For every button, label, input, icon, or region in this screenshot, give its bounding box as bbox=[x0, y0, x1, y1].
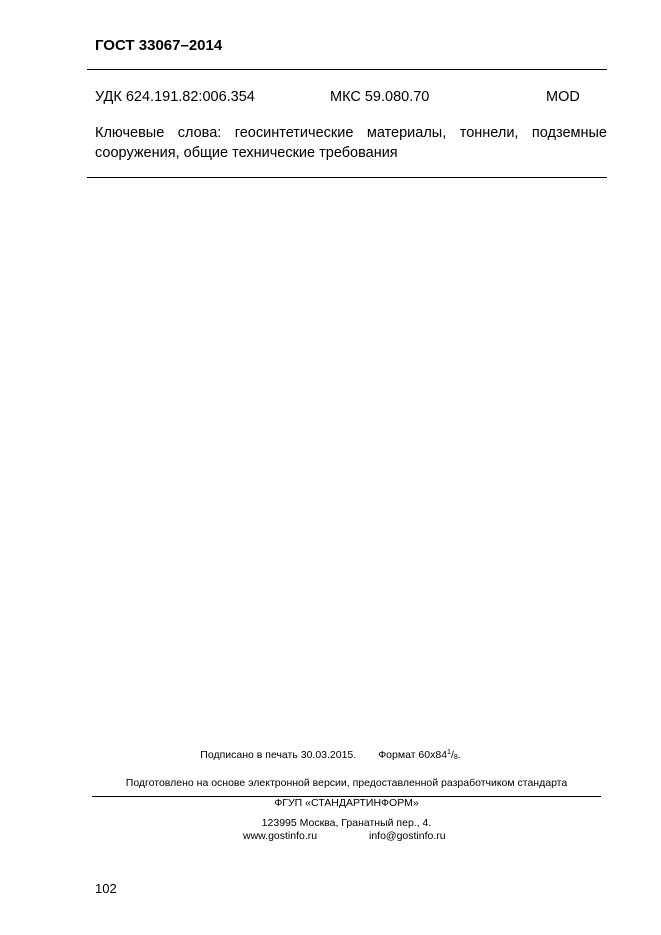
paper-format-numerator: 1 bbox=[447, 749, 451, 756]
page-number: 102 bbox=[95, 881, 117, 896]
modification-mark: MOD bbox=[546, 89, 580, 105]
publisher-contacts bbox=[243, 830, 446, 842]
publisher-address: 123995 Москва, Гранатный пер., 4. bbox=[261, 817, 432, 829]
mks-code: МКС 59.080.70 bbox=[330, 89, 430, 105]
imprint-line bbox=[0, 749, 661, 761]
publisher-name: ФГУП «СТАНДАРТИНФОРМ» bbox=[274, 797, 419, 809]
signed-date: Подписано в печать 30.03.2015. bbox=[200, 749, 357, 761]
paper-format-suffix: . bbox=[457, 749, 461, 761]
paper-format: Формат $60x84^1/_8$. bbox=[378, 749, 461, 761]
paper-format-denominator: 8 bbox=[453, 754, 458, 761]
header-divider bbox=[87, 69, 607, 70]
keywords: Ключевые слова: геосинтетические материалы, тоннели, подземные сооружения, общие технические требования bbox=[95, 125, 607, 161]
prepared-note: Подготовлено на основе электронной версии, предоставленной разработчиком стандарта bbox=[125, 777, 568, 789]
website-link[interactable]: www.gostinfo.ru bbox=[243, 830, 318, 842]
udk-code: УДК 624.191.82:006.354 bbox=[95, 89, 255, 105]
keywords-divider bbox=[87, 177, 607, 178]
paper-format-prefix: Формат 60x84 bbox=[378, 749, 448, 761]
email-link[interactable]: info@gostinfo.ru bbox=[369, 830, 446, 842]
document-title: ГОСТ 33067–2014 bbox=[95, 37, 223, 54]
